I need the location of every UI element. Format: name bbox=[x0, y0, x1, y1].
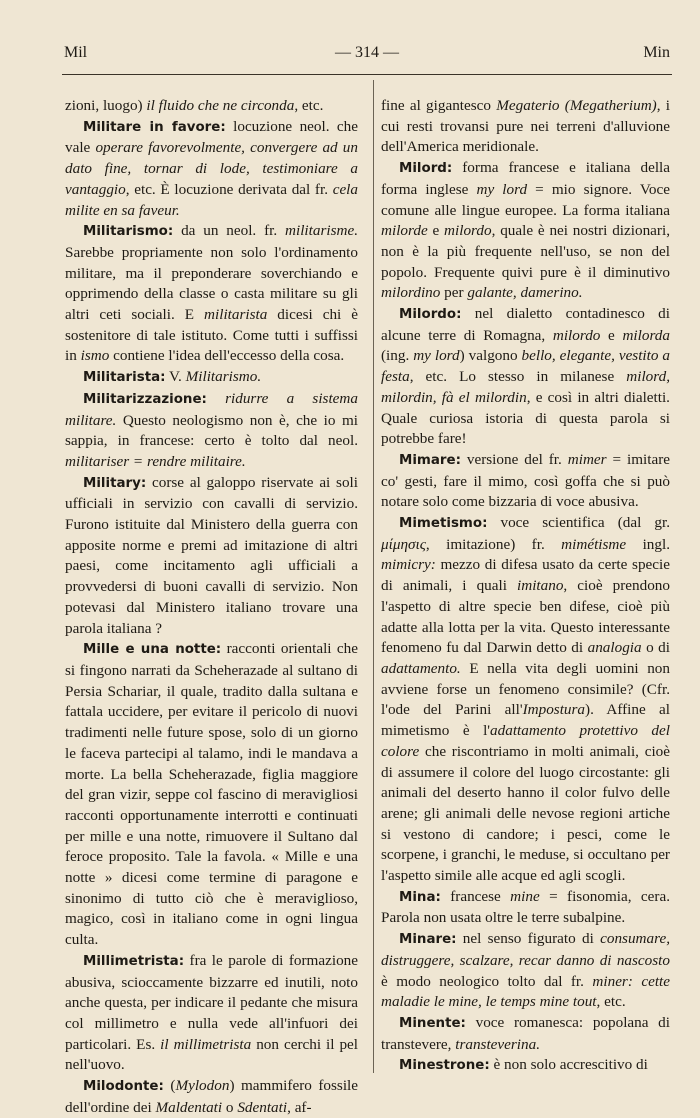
right-column bbox=[381, 96, 670, 1077]
entry-text: per bbox=[440, 284, 468, 302]
entry-headword: Millimetrista: bbox=[83, 953, 185, 969]
italic-text: transteverina. bbox=[455, 1035, 541, 1053]
entry-text: mezzo di difesa usato da certe specie di animali, i quali bbox=[381, 556, 670, 595]
dictionary-entry bbox=[381, 887, 670, 929]
entry-text: , quale è nei nostri dizionari, non è la più frequente nell'uso, se non del popolo. Frequente quivi pure è il diminutivo bbox=[381, 222, 670, 281]
entry-text: versione del fr. bbox=[460, 450, 568, 468]
entry-text: da un neol. fr. bbox=[173, 222, 285, 240]
italic-text: cela milite en sa faveur. bbox=[65, 180, 358, 219]
italic-text: milorde bbox=[381, 222, 428, 240]
italic-text: my lord bbox=[476, 180, 528, 198]
entry-text: ). Affine al mimetismo è l' bbox=[381, 701, 670, 740]
italic-text: mimer bbox=[567, 450, 607, 468]
entry-headword: Minare: bbox=[399, 932, 457, 948]
entry-headword: Mimetismo: bbox=[399, 516, 488, 532]
entry-text: V. bbox=[165, 368, 186, 386]
left-column bbox=[65, 96, 358, 1118]
italic-text: bello, elegante, vestito a festa bbox=[381, 347, 671, 386]
italic-text: ismo bbox=[80, 347, 110, 365]
entry-headword: Minente: bbox=[399, 1015, 466, 1031]
entry-text: locuzione neol. che vale bbox=[65, 117, 358, 157]
italic-text: miner: cette maladie le mine, le temps mine tout bbox=[381, 972, 671, 1011]
entry-headword: Militarismo: bbox=[83, 224, 174, 240]
entry-text: racconti orientali che si fingono narrati da Scheherazade al sultano di Persia Schariar, il quale, tradito dalla sultana e fattala uccidere, per evitare il pericolo di nuovi tradimenti nelle future spose, solo di un giorno le faceva partecipi al talamo, indi le mandava a morte. La bella Scheherazade, figlia maggiore del gran vizir, seppe col fascino di meravigliosi racconti opportunamente interrotti e continuati per mille e una notte, rimuovere il Sultano dal feroce proposito. Tale la favola. « Mille e una notte » dicesi come termine di paragone e sinonimo di tutto ciò che è meraviglioso, magico, così in italiano come in ogni lingua culta. bbox=[65, 640, 358, 949]
entry-text: zioni, luogo) bbox=[65, 97, 147, 114]
entry-text: (ing. bbox=[381, 347, 414, 365]
dictionary-entry bbox=[381, 929, 670, 1013]
entry-text: , af- bbox=[287, 1098, 312, 1116]
entry-text: ingl. bbox=[626, 535, 670, 553]
entry-text: contiene l'idea dell'eccesso della cosa. bbox=[109, 347, 345, 365]
dictionary-entry bbox=[65, 367, 358, 389]
entry-text: , etc. Lo stesso in milanese bbox=[409, 368, 627, 386]
entry-text: nel senso figurato di bbox=[456, 930, 601, 948]
entry-text: ) mammifero fossile dell'ordine dei bbox=[65, 1077, 358, 1116]
entry-text: voce romanesca: popolana di transtevere, bbox=[381, 1013, 670, 1053]
italic-text: milordo bbox=[444, 222, 492, 240]
entry-continuation bbox=[65, 96, 358, 117]
entry-text: , i cui resti trovansi pure nei terreni d'alluvione dell'America meridionale. bbox=[381, 97, 670, 156]
italic-text: Maldentati bbox=[155, 1098, 223, 1116]
dictionary-entry bbox=[65, 473, 358, 640]
entry-continuation bbox=[381, 96, 670, 158]
entry-headword: Militarista: bbox=[83, 370, 166, 386]
header-last-word: Min bbox=[643, 44, 670, 61]
entry-headword: Milord: bbox=[399, 161, 453, 177]
entry-text: francese bbox=[440, 887, 511, 905]
entry-text: o di bbox=[641, 639, 670, 657]
entry-headword: Militarizzazione: bbox=[83, 391, 207, 407]
italic-text: adattamento protettivo del colore bbox=[381, 722, 670, 760]
italic-text: militarista bbox=[204, 306, 268, 324]
italic-text: militarisme. bbox=[285, 222, 358, 240]
entry-text: fra le parole di formazione abusiva, scioccamente bizzarre ed inutili, noto anche questa, per indicare il pedante che misura col millimetro e nulla vede all'infuori dei particolari. Es. bbox=[65, 951, 358, 1053]
italic-text: adattamento. bbox=[381, 659, 461, 677]
italic-text: il fluido che ne circonda bbox=[146, 97, 295, 114]
dictionary-entry bbox=[381, 513, 670, 887]
entry-text: , etc. È locuzione derivata dal fr. bbox=[125, 180, 333, 198]
italic-text: il millimetrista bbox=[160, 1035, 252, 1053]
entry-text: e bbox=[600, 326, 623, 344]
running-header bbox=[64, 44, 670, 68]
entry-headword: Minestrone: bbox=[399, 1058, 490, 1074]
dictionary-entry bbox=[381, 1055, 670, 1077]
italic-text: consumare, distruggere, scalzare, recar danno di nascosto bbox=[381, 930, 670, 969]
entry-text: fine al gigantesco bbox=[381, 97, 497, 114]
entry-headword: Milordo: bbox=[399, 307, 462, 323]
italic-text: milorda bbox=[622, 326, 670, 344]
entry-text: , e così in altri dialetti. Quale curiosa istoria di questa parola si potrebbe fare! bbox=[381, 388, 670, 448]
italic-text: Megaterio (Megatherium) bbox=[496, 97, 657, 114]
dictionary-entry bbox=[65, 389, 358, 473]
entry-text: nel dialetto contadinesco di alcune terre di Romagna, bbox=[381, 305, 670, 344]
header-first-word: Mil bbox=[64, 44, 88, 61]
entry-text: o bbox=[222, 1098, 238, 1116]
entry-text: , etc. bbox=[596, 993, 626, 1011]
entry-text bbox=[207, 390, 225, 407]
entry-text: E nella vita degli uomini non avviene forse un fenomeno consimile? (Cfr. l'ode del Parini all' bbox=[381, 659, 670, 719]
italic-text: mimétisme bbox=[561, 535, 627, 553]
dictionary-entry bbox=[381, 1013, 670, 1055]
entry-text: = fisonomia, cera. Parola non usata oltre le terre subalpine. bbox=[381, 887, 670, 927]
entry-headword: Mille e una notte: bbox=[83, 642, 222, 658]
entry-text: e bbox=[427, 222, 445, 240]
entry-text: ) valgono bbox=[459, 347, 522, 365]
entry-text: è non solo accrescitivo di bbox=[489, 1056, 648, 1074]
italic-text: μίμησις bbox=[381, 535, 426, 553]
italic-text: analogia bbox=[587, 639, 642, 657]
entry-text: che riscontriamo in molti animali, cioè di assumere il colore del luogo circostante: gli animali del deserto hanno il color fulvo delle arene; gli animali delle nevose regioni artiche si vestono di candore; i pesci, come le scorpene, i granchi, le meduse, si occultano per l'aspetto simile alle acque ed agli scogli. bbox=[381, 742, 670, 885]
dictionary-entry bbox=[381, 158, 670, 304]
italic-text: ridurre a sistema militare. bbox=[65, 389, 358, 429]
entry-text: = imitare co' gesti, fare il mimo, così goffa che si può notare solo come bizzaria di voce abusiva. bbox=[381, 450, 670, 511]
italic-text: mimicry: bbox=[381, 556, 436, 574]
italic-text: galante, damerino. bbox=[467, 284, 583, 302]
italic-text: operare favorevolmente, convergere ad un dato fine, tornar di lode, testimoniare a vantaggio bbox=[65, 139, 358, 198]
entry-headword: Mina: bbox=[399, 889, 441, 905]
entry-headword: Mimare: bbox=[399, 452, 461, 468]
dictionary-entry bbox=[65, 951, 358, 1076]
dictionary-entry bbox=[65, 221, 358, 367]
column-divider bbox=[373, 80, 374, 1073]
entry-text: dicesi chi è sostenitore di tale istituto. Come tutti i suffissi in bbox=[65, 306, 358, 365]
italic-text: Militarismo. bbox=[185, 368, 262, 386]
entry-text: Questo neologismo non è, che io mi sappia, in francese: certo è tolto dal neol. bbox=[65, 411, 358, 450]
dictionary-entry bbox=[65, 1076, 358, 1118]
entry-text: è modo neologico tolto dal fr. bbox=[381, 972, 593, 990]
italic-text: Sdentati bbox=[237, 1098, 288, 1116]
dictionary-entry bbox=[381, 450, 670, 513]
italic-text: militariser = rendre militaire. bbox=[65, 452, 246, 470]
italic-text: Impostura bbox=[522, 701, 586, 719]
italic-text: my lord bbox=[413, 347, 460, 365]
italic-text: milordo bbox=[552, 326, 601, 344]
italic-text: mine bbox=[510, 887, 540, 905]
entry-text: , etc. bbox=[294, 97, 324, 114]
entry-text: non cerchi il pel nell'uovo. bbox=[65, 1035, 359, 1074]
entry-text: Sarebbe propriamente non solo l'ordinamento militare, ma il preponderare soverchiando e opprimendo della classe o casta militare su gli altri ceti sociali. E bbox=[65, 243, 358, 324]
dictionary-entry bbox=[65, 117, 358, 222]
italic-text: milordino bbox=[381, 284, 441, 302]
entry-text: forma francese e italiana della forma inglese bbox=[381, 159, 670, 198]
page-number: — 314 — bbox=[335, 44, 399, 61]
entry-text: corse al galoppo riservate ai soli ufficiali in servizio con cavalli di servizio. Furono istituite dal Ministero della guerra con apposite norme e premi ad imitazione di altri paesi, come incitamento agli ufficiali a provvedersi di buoni cavalli di servizio. Non potevasi dal Ministero italiano trovare una parola italiana ? bbox=[65, 473, 358, 637]
italic-text: imitano bbox=[517, 577, 564, 595]
entry-headword: Militare in favore: bbox=[83, 119, 226, 135]
entry-text: , cioè prendono l'aspetto di altre specie ben difese, cioè più adatte alla lotta per la vita. Questo interessante fenomeno fu dal Darwin detto di bbox=[381, 577, 670, 657]
dictionary-entry bbox=[381, 304, 670, 450]
entry-headword: Milodonte: bbox=[83, 1079, 164, 1095]
entry-text: ( bbox=[163, 1077, 176, 1095]
italic-text: Mylodon bbox=[175, 1077, 230, 1095]
dictionary-entry bbox=[65, 639, 358, 951]
entry-text: = mio signore. Voce comune alle lingue europee. La forma italiana bbox=[381, 180, 670, 219]
italic-text: milord, milordin, fà el milordin bbox=[381, 368, 670, 406]
entry-text: voce scientifica (dal gr. bbox=[487, 514, 670, 532]
entry-headword: Military: bbox=[83, 475, 147, 491]
entry-text: , imitazione) fr. bbox=[425, 535, 562, 553]
header-rule bbox=[62, 74, 672, 75]
